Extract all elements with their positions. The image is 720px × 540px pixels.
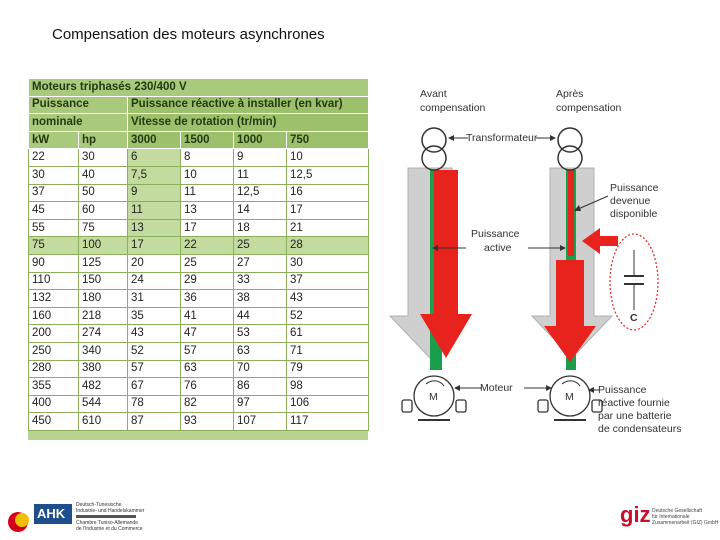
table-cell: 9 [128,184,181,202]
table-cell: 18 [234,219,287,237]
table-cell: 14 [234,202,287,220]
table-cell: 70 [234,360,287,378]
header-puissance: Puissance [29,96,128,114]
slide-title: Compensation des moteurs asynchrones [52,26,325,43]
giz-logo: giz [620,502,651,527]
table-cell: 45 [29,202,79,220]
ahk-line-1: Deutsch-Tunesische [76,502,122,508]
table-cell: 30 [79,149,128,167]
table-cell: 55 [29,219,79,237]
right-transformer [558,128,582,170]
table-cell: 22 [181,237,234,255]
table-row [29,413,369,431]
table-cell: 63 [234,342,287,360]
table-cell: 25 [234,237,287,255]
table-cell: 544 [79,395,128,413]
table-cell: 43 [287,290,369,308]
table-cell: 7,5 [128,166,181,184]
column-header: 3000 [128,131,181,149]
table-cell: 43 [128,325,181,343]
table-cell: 106 [287,395,369,413]
table-cell: 12,5 [234,184,287,202]
label-reactive-1: Puissance [598,384,647,396]
table-cell: 13 [128,219,181,237]
table-cell: 71 [287,342,369,360]
label-avant-compensation: compensation [420,102,486,114]
table-cell: 41 [181,307,234,325]
column-header: kW [29,131,79,149]
table-cell: 8 [181,149,234,167]
table-row [29,219,369,237]
table-cell: 30 [29,166,79,184]
table-cell: 17 [287,202,369,220]
table-row [29,342,369,360]
ahk-logo-block [4,500,164,540]
table-cell: 280 [29,360,79,378]
table-cell: 47 [181,325,234,343]
table-cell: 24 [128,272,181,290]
table-cell: 110 [29,272,79,290]
table-row [29,378,369,396]
label-reactive-2: réactive fournie [598,397,670,409]
table-cell: 11 [128,202,181,220]
table-cell: 67 [128,378,181,396]
table-row [29,149,369,167]
column-header: 750 [287,131,369,149]
table-cell: 380 [79,360,128,378]
table-cell: 450 [29,413,79,431]
table-cell: 30 [287,254,369,272]
label-puissance-devenue-2: devenue [610,195,651,207]
ahk-line-2: Industrie- und Handelskammer [76,508,145,514]
table-cell: 78 [128,395,181,413]
table-title: Moteurs triphasés 230/400 V [29,79,369,97]
table-cell: 63 [181,360,234,378]
table-cell: 57 [128,360,181,378]
table-row [29,202,369,220]
ahk-logo-text: AHK [37,506,66,521]
table-cell: 9 [234,149,287,167]
table-cell: 20 [128,254,181,272]
table-cell: 482 [79,378,128,396]
header-reactive-power: Puissance réactive à installer (en kvar) [128,96,369,114]
table-cell: 28 [287,237,369,255]
left-motor-symbol: M [429,391,438,403]
table-cell: 33 [234,272,287,290]
table-cell: 340 [79,342,128,360]
table-cell: 218 [79,307,128,325]
table-cell: 37 [29,184,79,202]
table-row [29,325,369,343]
table-cell: 79 [287,360,369,378]
table-cell: 52 [287,307,369,325]
table-cell: 60 [79,202,128,220]
table-cell: 76 [181,378,234,396]
table-cell: 37 [287,272,369,290]
right-red-band-top [568,170,574,256]
table-row [29,166,369,184]
table-cell: 25 [181,254,234,272]
table-cell: 150 [79,272,128,290]
table-cell: 132 [29,290,79,308]
table-cell: 87 [128,413,181,431]
table-cell: 274 [79,325,128,343]
table-cell: 180 [79,290,128,308]
column-header: 1000 [234,131,287,149]
header-nominale: nominale [29,114,128,132]
table-cell: 21 [287,219,369,237]
table-row [29,237,369,255]
table-cell: 93 [181,413,234,431]
column-header: hp [79,131,128,149]
giz-logo-block [620,502,720,536]
capacitor-label: C [630,312,638,324]
table-cell: 40 [79,166,128,184]
table-cell: 6 [128,149,181,167]
table-cell: 17 [128,237,181,255]
table-cell: 117 [287,413,369,431]
header-rotation-speed: Vitesse de rotation (tr/min) [128,114,369,132]
compensation-diagram [378,78,710,450]
table-cell: 27 [234,254,287,272]
motor-compensation-table [28,78,368,440]
table-cell: 10 [181,166,234,184]
table-cell: 36 [181,290,234,308]
label-moteur: Moteur [480,382,513,394]
label-apres: Après [556,88,584,100]
label-puissance-active-2: active [484,242,512,254]
label-transformateur: Transformateur [466,132,538,144]
table-cell: 200 [29,325,79,343]
table-cell: 53 [234,325,287,343]
table-cell: 98 [287,378,369,396]
table-row [29,272,369,290]
giz-line-2: für Internationale [652,514,690,520]
table-cell: 355 [29,378,79,396]
table-row [29,360,369,378]
table-cell: 17 [181,219,234,237]
table-cell: 160 [29,307,79,325]
table-cell: 44 [234,307,287,325]
table-cell: 13 [181,202,234,220]
compensation-illustration [378,78,710,450]
giz-line-3: Zusammenarbeit (GIZ) GmbH [652,520,719,526]
table-cell: 11 [181,184,234,202]
table-row [29,184,369,202]
label-apres-compensation: compensation [556,102,622,114]
table-cell: 16 [287,184,369,202]
giz-line-1: Deutsche Gesellschaft [652,508,703,514]
table-cell: 50 [79,184,128,202]
label-reactive-4: de condensateurs [598,423,682,435]
table-cell: 10 [287,149,369,167]
table-cell: 61 [287,325,369,343]
label-reactive-3: par une batterie [598,410,672,422]
table-cell: 22 [29,149,79,167]
label-avant: Avant [420,88,447,100]
left-transformer [422,128,446,170]
table-cell: 35 [128,307,181,325]
ahk-line-5: de l'Industrie et du Commerce [76,526,143,532]
table-row [29,290,369,308]
table-cell: 12,5 [287,166,369,184]
table-cell: 125 [79,254,128,272]
table-row [29,395,369,413]
table-cell: 400 [29,395,79,413]
table-row [29,307,369,325]
label-puissance-devenue-1: Puissance [610,182,659,194]
table-cell: 250 [29,342,79,360]
label-puissance-devenue-3: disponible [610,208,658,220]
table-cell: 107 [234,413,287,431]
table-cell: 97 [234,395,287,413]
table-cell: 75 [29,237,79,255]
label-puissance-active-1: Puissance [471,228,520,240]
table-cell: 610 [79,413,128,431]
table-cell: 57 [181,342,234,360]
table-cell: 11 [234,166,287,184]
ahk-line-4: Chambre Tuniso-Allemande [76,520,138,526]
table-cell: 38 [234,290,287,308]
table-cell: 31 [128,290,181,308]
table-cell: 29 [181,272,234,290]
table-cell: 86 [234,378,287,396]
table-row [29,254,369,272]
table-cell: 52 [128,342,181,360]
table-cell: 100 [79,237,128,255]
right-motor-symbol: M [565,391,574,403]
column-header: 1500 [181,131,234,149]
table-cell: 82 [181,395,234,413]
table-cell: 75 [79,219,128,237]
table-cell: 90 [29,254,79,272]
